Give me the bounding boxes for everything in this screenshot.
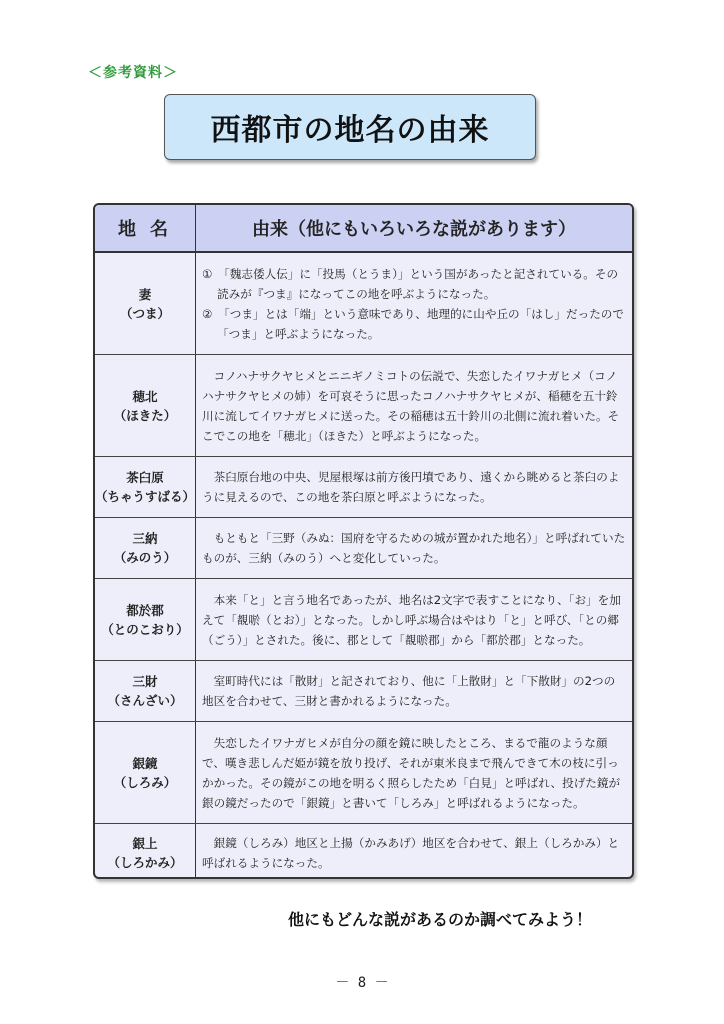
origin-text: もともと「三野（みぬ：国府を守るための城が置かれた地名）」と呼ばれていたものが、三納（みのう）へと変化していった。	[202, 531, 626, 565]
table-row	[95, 579, 632, 661]
origin-cell	[196, 253, 632, 354]
place-name-cell	[95, 722, 196, 823]
origin-text: 本来「と」と言う地名であったが、地名は2文字で表すことになり、「お」を加えて「覩唹（とお）」となった。しかし呼ぶ場合はやはり「と」と呼び、「との郷（ごう）」とされた。後に、郡として「覩唹郡」から「都於郡」となった。	[202, 592, 621, 647]
origin-text: 銀鏡（しろみ）地区と上揚（かみあげ）地区を合わせて、銀上（しろかみ）と呼ばれるようになった。	[202, 836, 620, 870]
place-reading: （つま）	[119, 305, 170, 321]
table-row	[95, 722, 632, 824]
origin-cell	[196, 355, 632, 456]
origin-text: 失恋したイワナガヒメが自分の顔を鏡に映したところ、まるで龍のような顔で、嘆き悲しんだ姫が鏡を放り投げ、それが東米良まで飛んできて木の枝に引っかかった。その鏡がこの地を明るく照らしたため「白見」と呼ばれ、投げた鏡が銀の鏡だったので「銀鏡」と書いて「しろみ」と呼ばれるようになった。	[202, 735, 621, 810]
origin-cell	[196, 457, 632, 517]
place-reading: （しろみ）	[113, 774, 177, 790]
place-reading: （みのう）	[113, 550, 177, 565]
table-row	[95, 518, 632, 579]
place-name: 銀鏡	[132, 755, 158, 771]
place-name: 銀上	[132, 836, 158, 851]
place-reading: （ほきた）	[113, 407, 177, 423]
header-origin: 由来（他にもいろいろな説があります）	[252, 219, 576, 240]
place-name-cell	[95, 824, 196, 879]
place-name: 三財	[132, 674, 158, 689]
place-name: 都於郡	[126, 602, 164, 618]
reference-label: ＜参考資料＞	[88, 65, 178, 81]
table-row	[95, 253, 632, 355]
place-name-cell	[95, 579, 196, 660]
table-row	[95, 457, 632, 518]
closing-prompt: 他にもどんな説があるのか調べてみよう！	[288, 910, 593, 929]
origin-text: コノハナサクヤヒメとニニギノミコトの伝説で、失恋したイワナガヒメ（コノハナサクヤヒメの姉）を可哀そうに思ったコノハナサクヤヒメが、稲穂を五十鈴川に流してイワナガヒメに送った。その稲穂は五十鈴川の北側に流れ着いた。そこでこの地を「穂北」（ほきた）と呼ぶようになった。	[202, 368, 620, 443]
place-name-cell	[95, 661, 196, 721]
place-name-table	[93, 203, 634, 879]
place-reading: （しろかみ）	[107, 855, 183, 870]
origin-cell	[196, 824, 632, 879]
table-row	[95, 824, 632, 879]
origin-text: 室町時代には「散財」と記されており、他に「上散財」と「下散財」の2つの地区を合わせて、三財と書かれるようになった。	[202, 674, 616, 708]
place-name: 三納	[132, 531, 158, 546]
origin-cell	[196, 579, 632, 660]
place-reading: （ちゃうすばる）	[95, 489, 196, 504]
place-reading: （とのこおり）	[101, 621, 189, 637]
table-header	[95, 205, 632, 253]
origin-item: ① 「魏志倭人伝」に「投馬（とうま）」という国があったと記されている。その読みが『つま』になってこの地を呼ぶようになった。	[202, 266, 619, 301]
place-reading: （さんざい）	[107, 693, 183, 708]
origin-item: ② 「つま」とは「端」という意味であり、地理的に山や丘の「はし」だったので「つま」と呼ぶようになった。	[202, 306, 624, 341]
table-row	[95, 661, 632, 722]
place-name-cell	[95, 355, 196, 456]
origin-cell	[196, 518, 632, 578]
title-box	[164, 94, 536, 160]
origin-cell	[196, 661, 632, 721]
place-name: 穂北	[132, 388, 158, 404]
place-name: 茶臼原	[126, 470, 164, 485]
place-name-cell	[95, 253, 196, 354]
place-name-cell	[95, 518, 196, 578]
page-number: － 8 －	[335, 975, 389, 991]
place-name-cell	[95, 457, 196, 517]
origin-cell	[196, 722, 632, 823]
header-name: 地名	[95, 205, 196, 251]
origin-text: 茶臼原台地の中央、児屋根塚は前方後円墳であり、遠くから眺めると茶臼のように見えるので、この地を茶臼原と呼ぶようになった。	[202, 470, 620, 504]
page-title: 西都市の地名の由来	[210, 113, 490, 148]
place-name: 妻	[138, 286, 152, 302]
table-row	[95, 355, 632, 457]
